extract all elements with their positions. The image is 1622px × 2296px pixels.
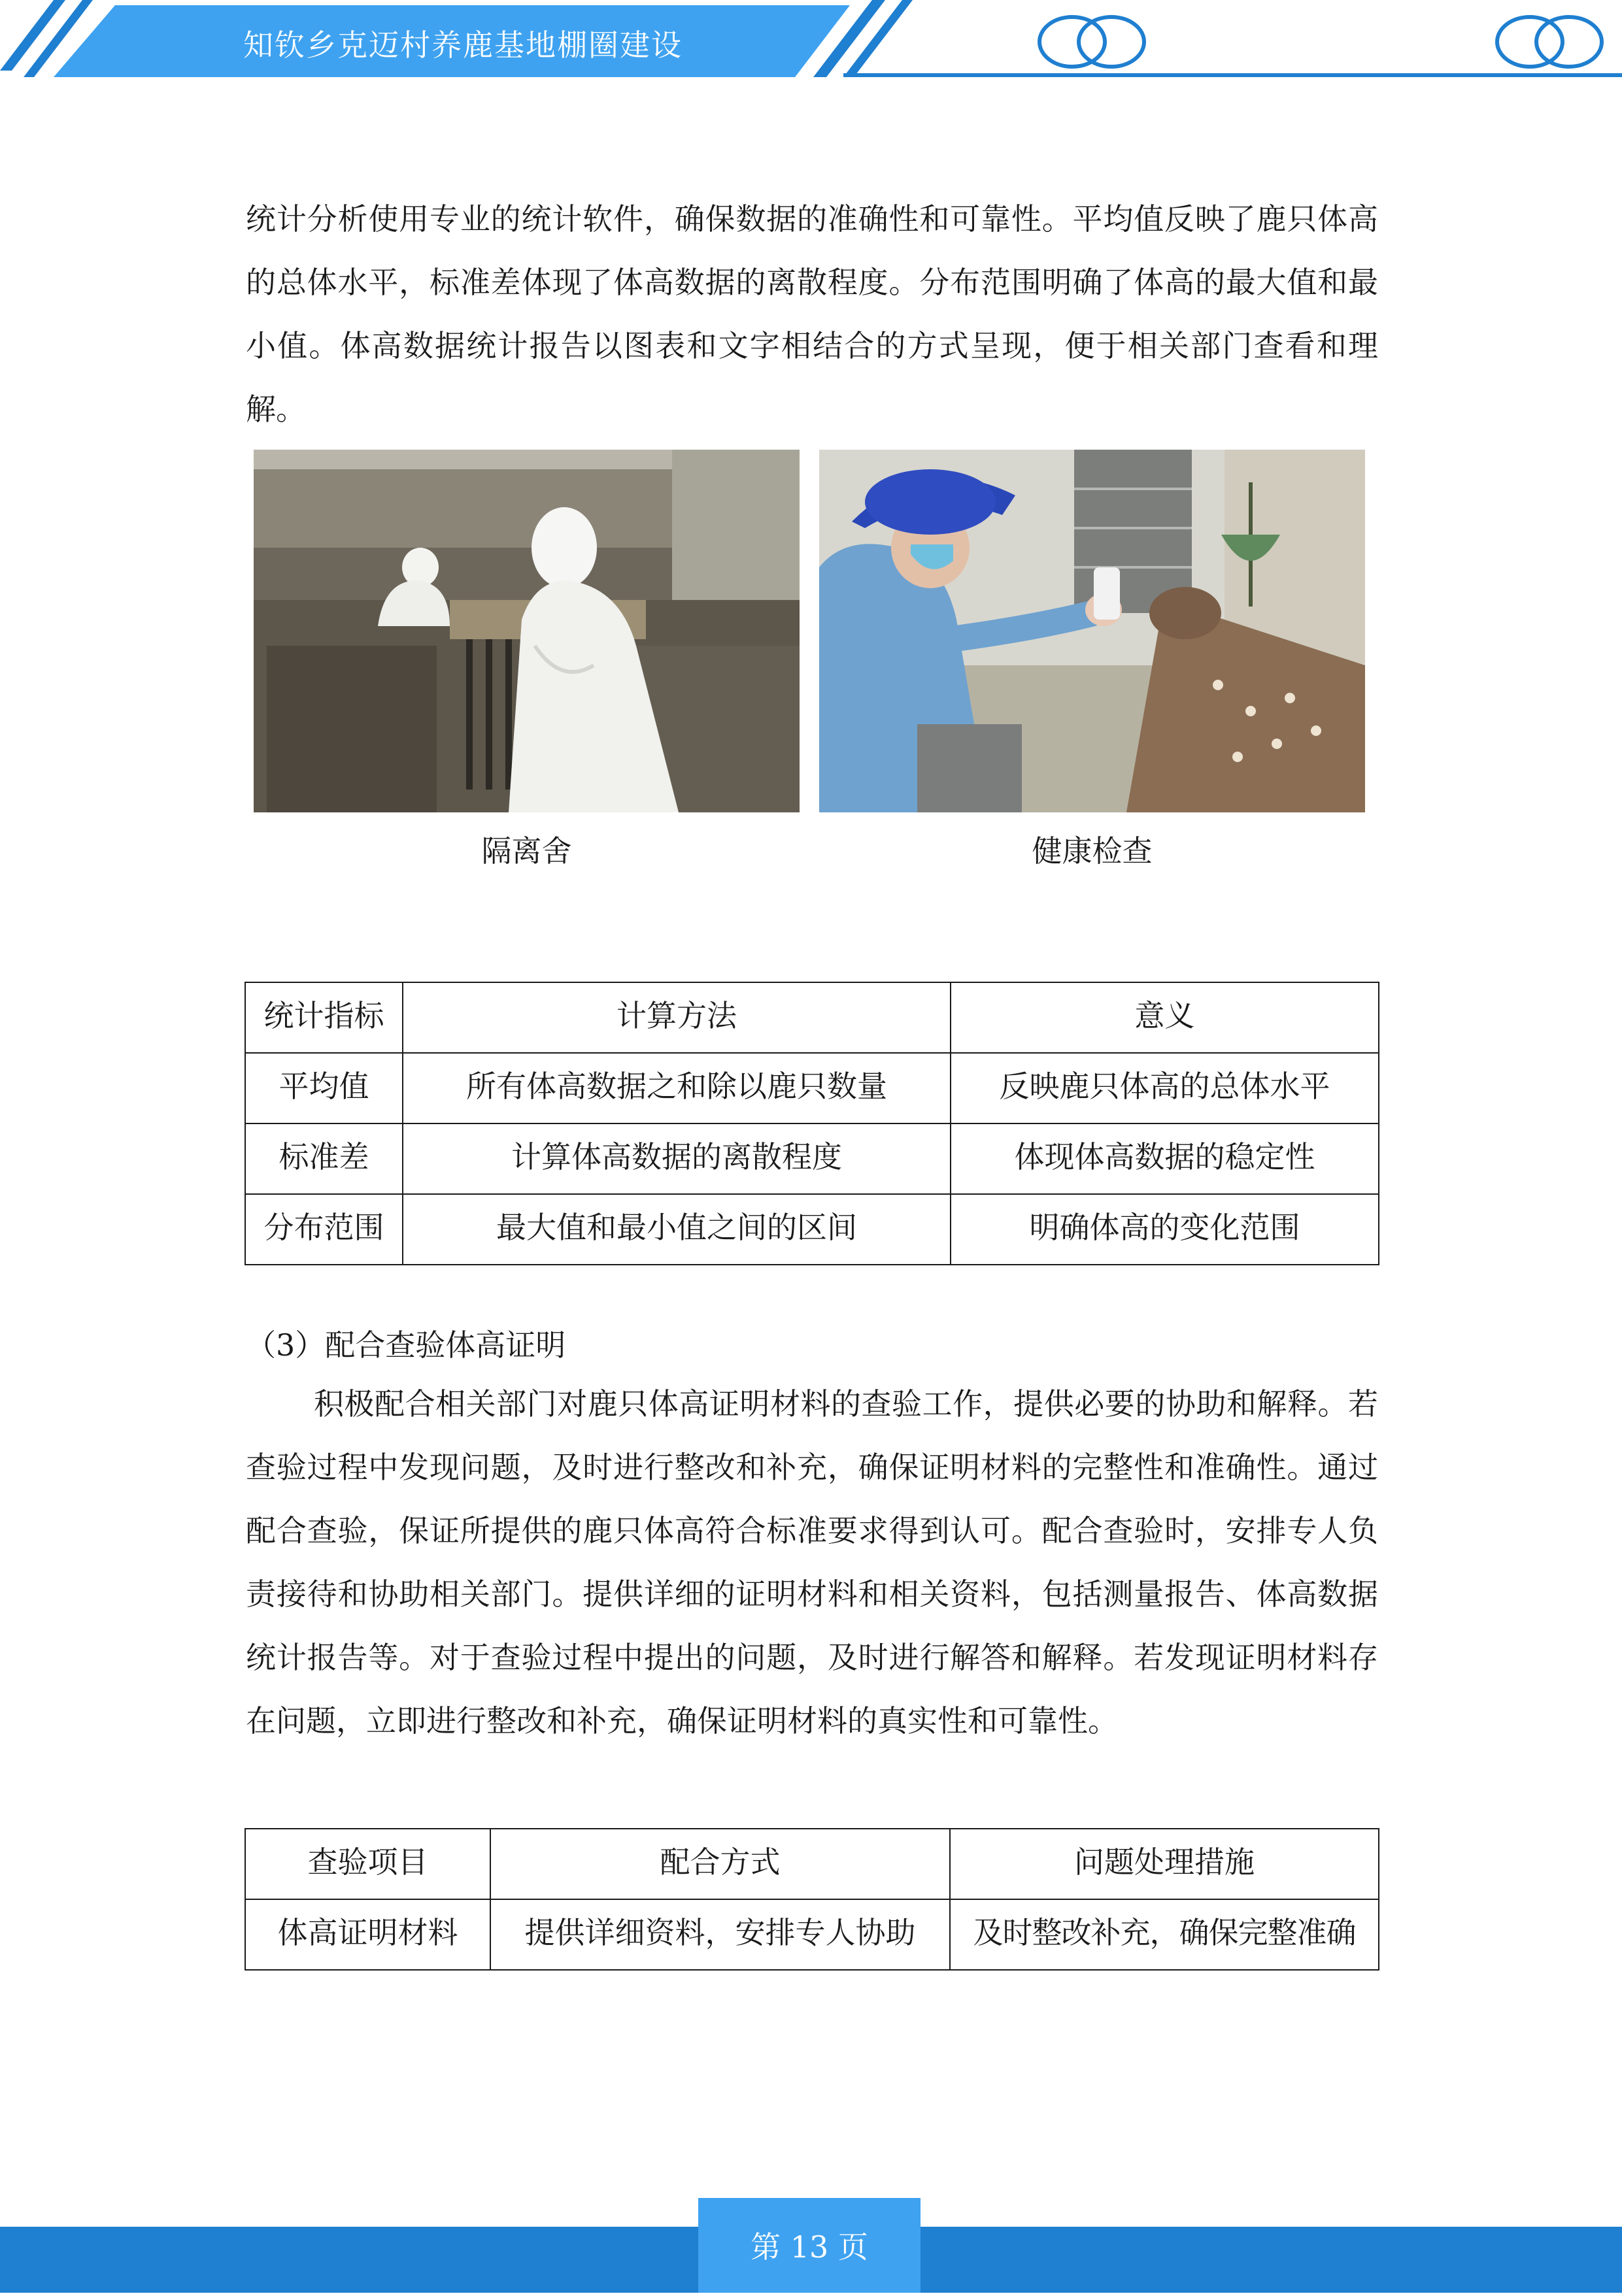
- table-cell: 计算体高数据的离散程度: [403, 1123, 951, 1194]
- header-title: 知钦乡克迈村养鹿基地棚圈建设: [243, 27, 683, 63]
- table-header-cell: 意义: [951, 982, 1379, 1053]
- stats-table: [245, 982, 1379, 1265]
- page-number: 第 13 页: [698, 2198, 921, 2293]
- table-cell: 体现体高数据的稳定性: [951, 1123, 1379, 1194]
- inspection-table: [245, 1828, 1379, 1971]
- table-cell: 提供详细资料，安排专人协助: [490, 1899, 950, 1970]
- photo-isolation-barn: [254, 450, 800, 812]
- table-cell: 最大值和最小值之间的区间: [403, 1194, 951, 1265]
- photo-caption-health-check: 健康检查: [1032, 833, 1153, 869]
- stats-table-header-row: [245, 982, 1379, 1053]
- table-row: [245, 1053, 1379, 1123]
- table-cell: 标准差: [245, 1123, 403, 1194]
- inspection-table-header-row: [245, 1829, 1379, 1899]
- rings-logo-right: [1497, 17, 1602, 67]
- table-header-cell: 问题处理措施: [950, 1829, 1379, 1899]
- rings-logo-left: [1039, 17, 1144, 67]
- table-header-cell: 统计指标: [245, 982, 403, 1053]
- table-header-cell: 配合方式: [490, 1829, 950, 1899]
- table-row: [245, 1123, 1379, 1194]
- photo-caption-isolation-barn: 隔离舍: [481, 833, 572, 869]
- section-heading: （3）配合查验体高证明: [246, 1327, 566, 1363]
- table-cell: 所有体高数据之和除以鹿只数量: [403, 1053, 951, 1123]
- photo-health-check: [819, 450, 1365, 812]
- table-cell: 分布范围: [245, 1194, 403, 1265]
- body-paragraph-2: 积极配合相关部门对鹿只体高证明材料的查验工作，提供必要的协助和解释。若查验过程中发现问题，及时进行整改和补充，确保证明材料的完整性和准确性。通过配合查验，保证所提供的鹿只体高符合标准要求得到认可。配合查验时，安排专人负责接待和协助相关部门。提供详细的证明材料和相关资料，包括测量报告、体高数据统计报告等。对于查验过程中提出的问题，及时进行解答和解释。若发现证明材料存在问题，立即进行整改和补充，确保证明材料的真实性和可靠性。: [246, 1386, 1378, 1739]
- page-header: [0, 0, 1622, 85]
- table-header-cell: 查验项目: [245, 1829, 490, 1899]
- table-cell: 明确体高的变化范围: [951, 1194, 1379, 1265]
- page-footer: [0, 2198, 1622, 2293]
- table-row: [245, 1194, 1379, 1265]
- table-cell: 及时整改补充，确保完整准确: [950, 1899, 1379, 1970]
- table-cell: 反映鹿只体高的总体水平: [951, 1053, 1379, 1123]
- table-cell: 平均值: [245, 1053, 403, 1123]
- table-row: [245, 1899, 1379, 1970]
- body-paragraph-1: 统计分析使用专业的统计软件，确保数据的准确性和可靠性。平均值反映了鹿只体高的总体水平，标准差体现了体高数据的离散程度。分布范围明确了体高的最大值和最小值。体高数据统计报告以图表和文字相结合的方式呈现，便于相关部门查看和理解。: [246, 201, 1378, 427]
- table-header-cell: 计算方法: [403, 982, 951, 1053]
- table-cell: 体高证明材料: [245, 1899, 490, 1970]
